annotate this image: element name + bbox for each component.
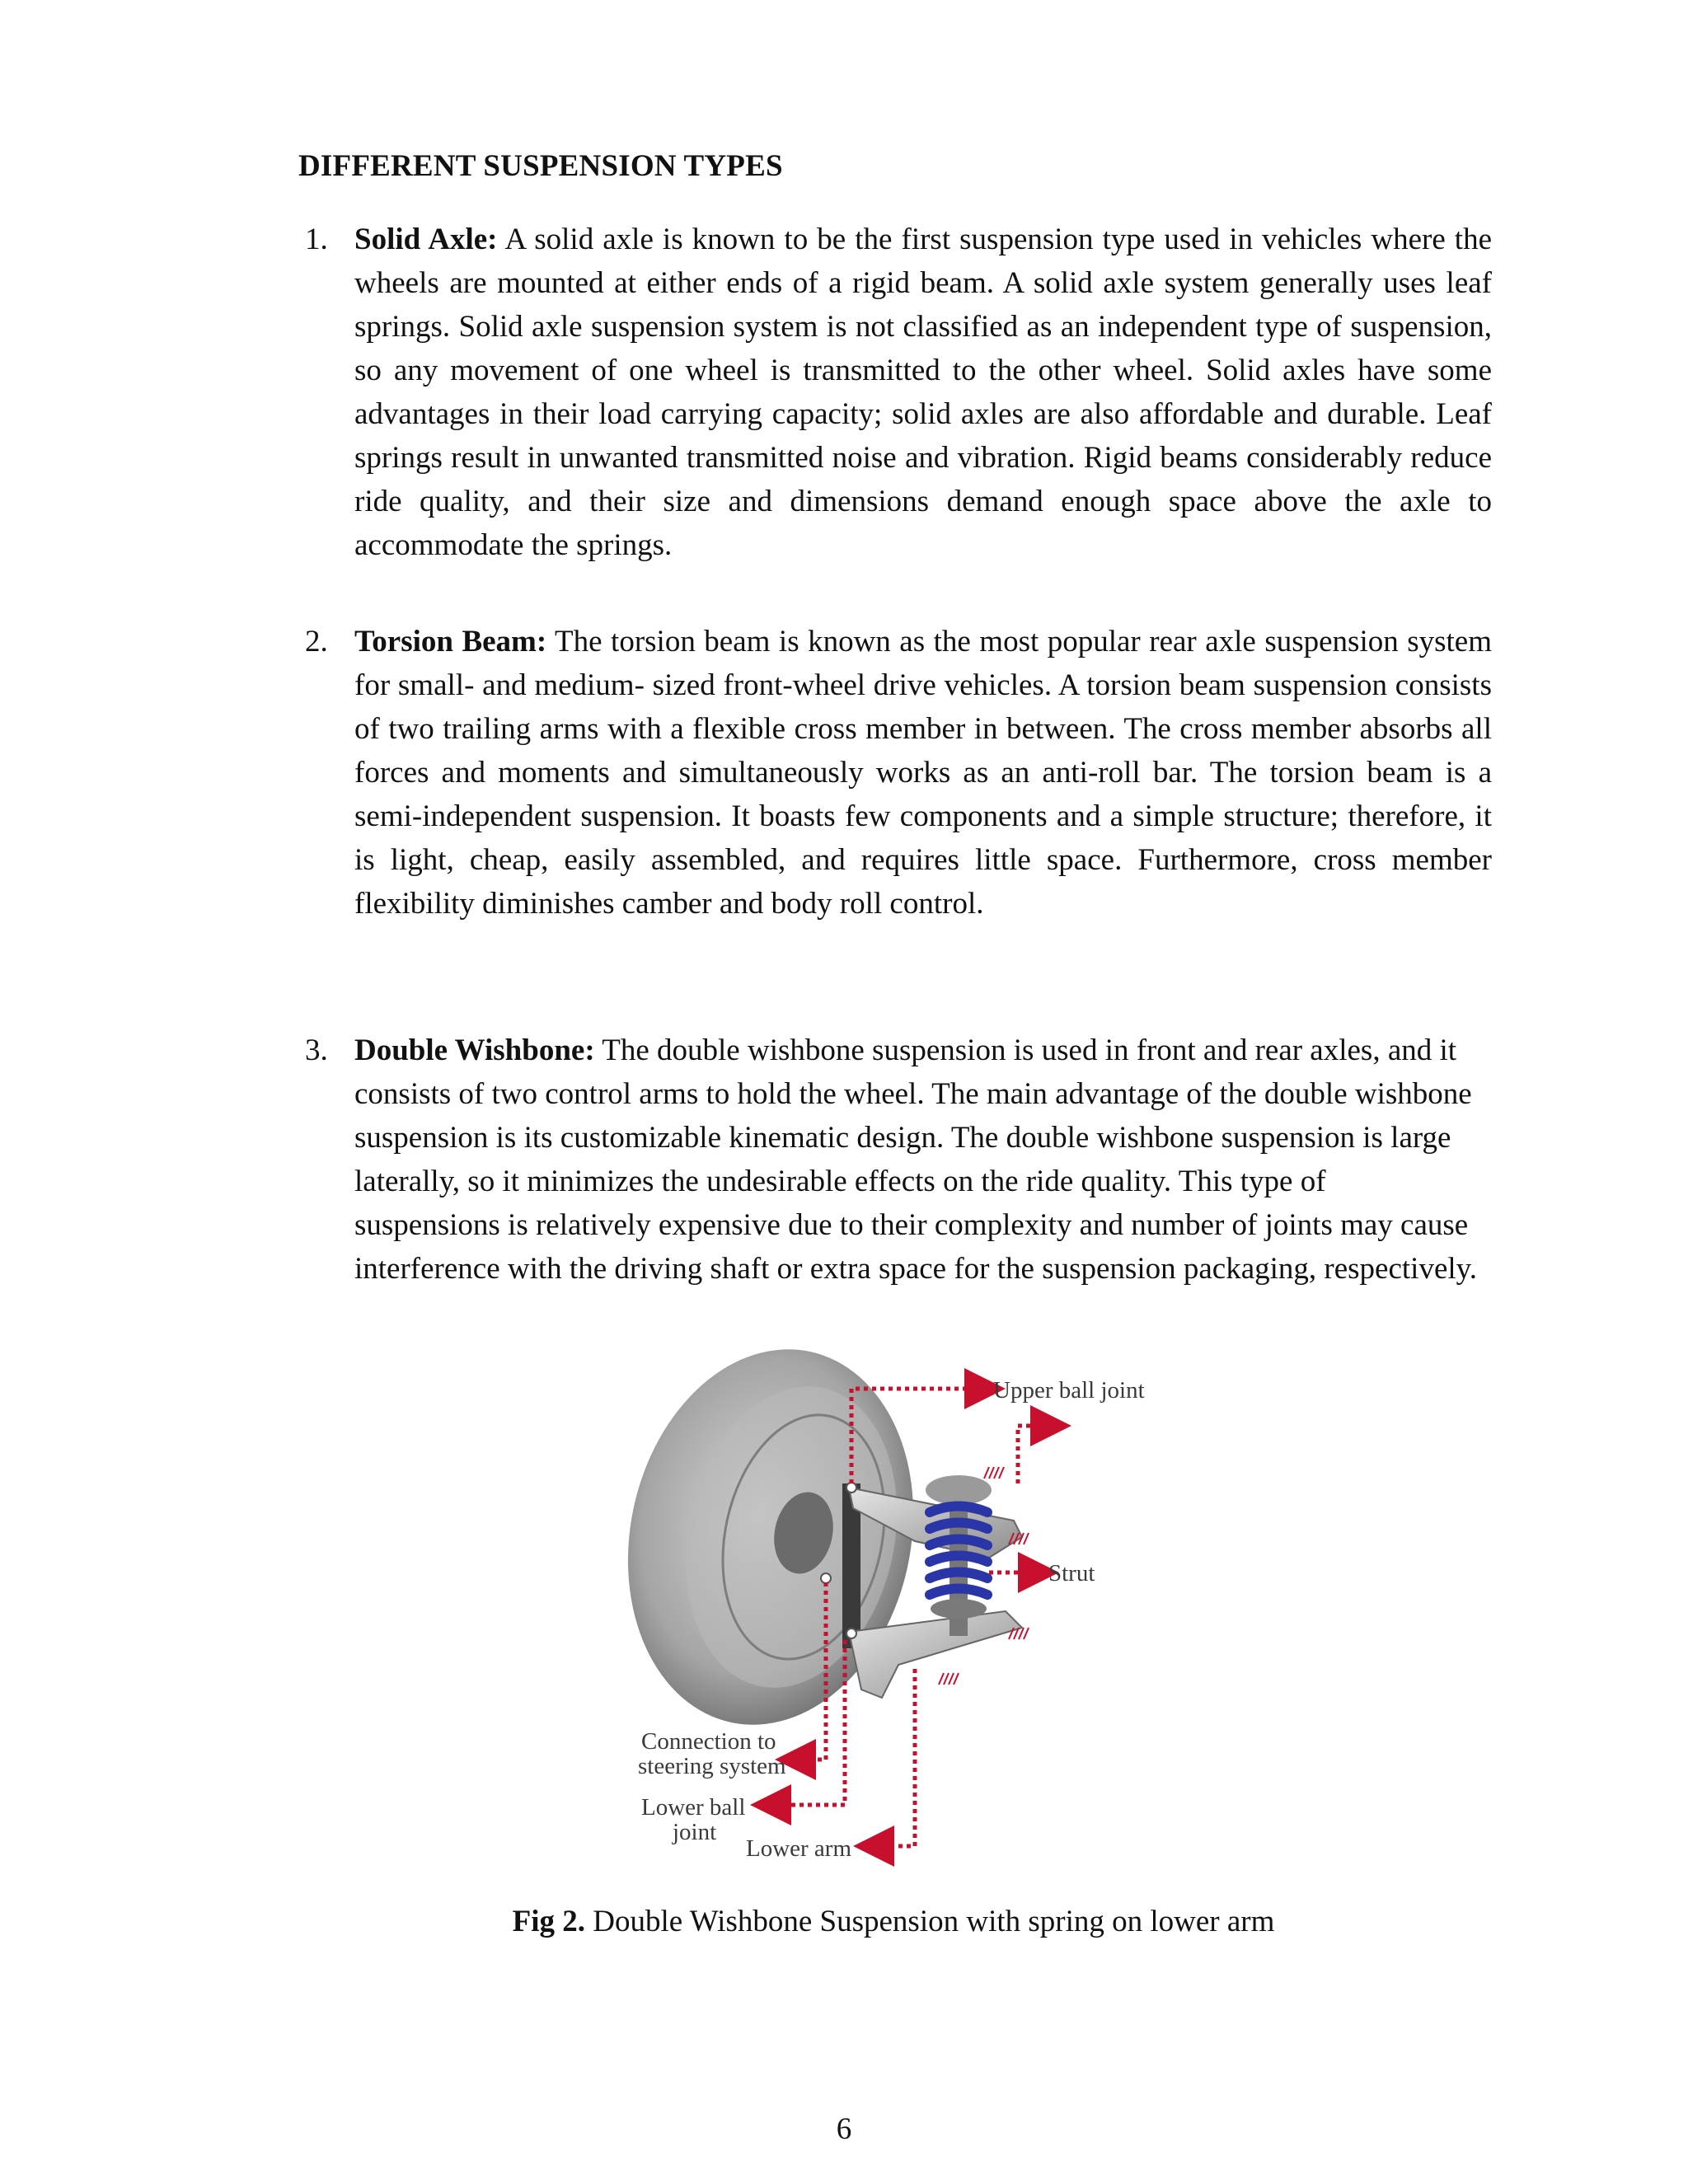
item-number: 1. xyxy=(305,223,328,256)
upper-ball-joint xyxy=(846,1483,856,1493)
item-text: The double wishbone suspension is used in front and rear axles, and it consists of two control arms to hold the wheel. The main advantage of the double wishbone suspension is its customizable kinematic design. The double wishbone suspension is large laterally, so it minimizes the undesirable effects on the ride quality. This type of suspensions is relatively expensive due to their complexity and number of joints may cause interference with the driving shaft or extra space for the suspension packaging, respectively. xyxy=(354,1033,1477,1286)
label-upper-ball-joint: Upper ball joint xyxy=(993,1377,1145,1404)
item-term: Double Wishbone: xyxy=(354,1033,595,1067)
section-heading: DIFFERENT SUSPENSION TYPES xyxy=(298,149,783,183)
item-text: A solid axle is known to be the first suspension type used in vehicles where the wheels are mounted at either ends of a rigid beam. A solid axle system generally uses leaf springs. Solid axle suspension system is not classified as an independent type of suspension, so any movement of one wheel is transmitted to the other wheel. Solid axles have some advantages in their load carrying capacity; solid axles are also affordable and durable. Leaf springs result in unwanted transmitted noise and vibration. Rigid beams considerably reduce ride quality, and their size and dimensions demand enough space above the axle to accommodate the springs. xyxy=(354,223,1492,562)
caption-label: Fig 2. xyxy=(512,1905,585,1938)
item-paragraph xyxy=(354,1029,1477,1291)
figure-caption xyxy=(0,1904,1688,1939)
item-number: 2. xyxy=(305,625,328,658)
page-number: 6 xyxy=(836,2112,852,2146)
label-lower-arm: Lower arm xyxy=(746,1835,852,1862)
steering-connection xyxy=(821,1573,831,1583)
list-item-solid-axle xyxy=(298,218,1492,567)
item-term: Torsion Beam: xyxy=(354,625,547,658)
caption-text: Double Wishbone Suspension with spring on lower arm xyxy=(593,1905,1275,1938)
tire xyxy=(626,1335,947,1751)
double-wishbone-figure xyxy=(626,1335,1187,1871)
item-paragraph xyxy=(354,218,1492,567)
label-connection-line1: Connection to xyxy=(641,1728,776,1755)
suspension-illustration xyxy=(626,1335,1187,1871)
item-text: The torsion beam is known as the most popular rear axle suspension system for small- and medium- sized front-wheel drive vehicles. A torsion beam suspension consists of two trailing arms with a flexible cross member in between. The cross member absorbs all forces and moments and simultaneously works as an anti-roll bar. The torsion beam is a semi-independent suspension. It boasts few components and a simple structure; therefore, it is light, cheap, easily assembled, and requires little space. Furthermore, cross member flexibility diminishes camber and body roll control. xyxy=(354,625,1492,921)
upper-arm-leader xyxy=(1018,1426,1055,1483)
coil-spring xyxy=(926,1475,992,1636)
item-number: 3. xyxy=(305,1033,328,1067)
item-paragraph xyxy=(354,620,1492,926)
label-lower-ball-line1: Lower ball xyxy=(641,1794,746,1821)
label-strut: Strut xyxy=(1048,1560,1095,1586)
label-lower-ball-line2: joint xyxy=(673,1819,717,1845)
label-connection-line2: steering system xyxy=(638,1753,786,1779)
list-item-torsion-beam xyxy=(298,620,1492,926)
list-item-double-wishbone xyxy=(298,1029,1477,1291)
item-term: Solid Axle: xyxy=(354,223,498,256)
lower-ball-joint xyxy=(846,1629,856,1638)
